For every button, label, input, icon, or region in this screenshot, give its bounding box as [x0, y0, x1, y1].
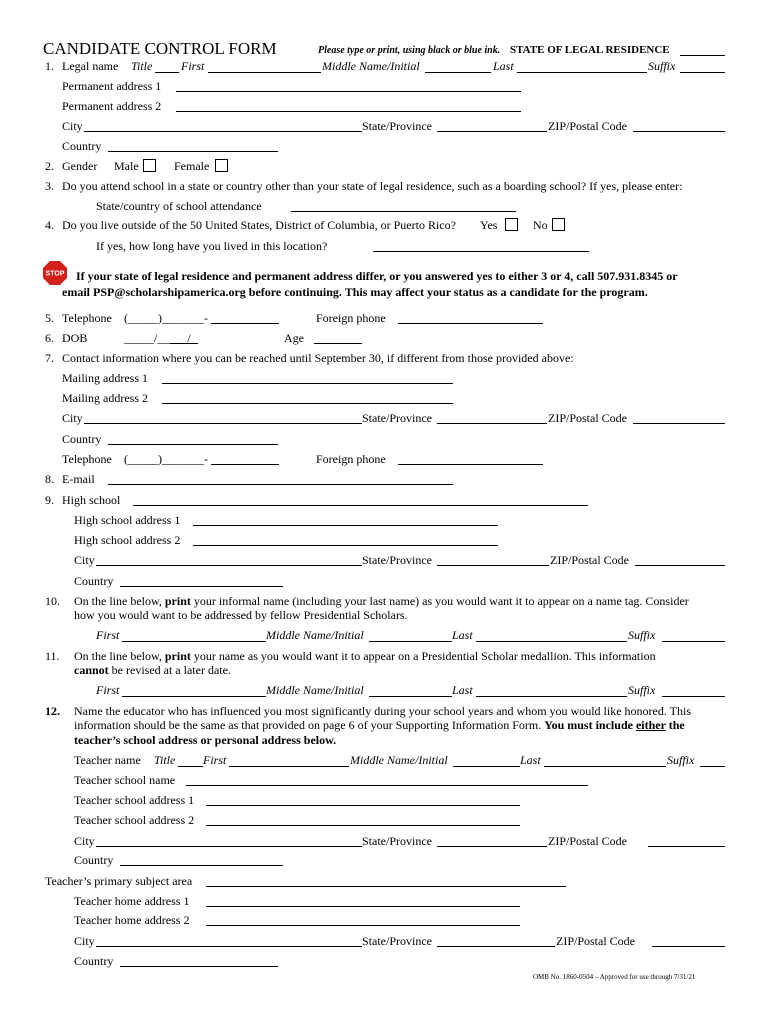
- foreign-phone-label: Foreign phone: [316, 311, 386, 325]
- duration-label: If yes, how long have you lived in this location?: [96, 239, 328, 253]
- teacher-school-address-1-field[interactable]: [206, 805, 520, 806]
- q10-text-line-1: [74, 594, 689, 608]
- teacher-name-label: Teacher name: [74, 753, 141, 767]
- teacher-home-state-label: State/Province: [362, 934, 432, 948]
- teacher-title-field[interactable]: [178, 766, 203, 767]
- teacher-school-country-field[interactable]: [120, 865, 283, 866]
- email-field[interactable]: [108, 484, 453, 485]
- teacher-middle-field[interactable]: [453, 766, 520, 767]
- mailing-city-field[interactable]: [84, 423, 362, 424]
- teacher-suffix-label: Suffix: [667, 753, 695, 767]
- middle-name-label: Middle Name/Initial: [322, 59, 420, 73]
- stop-notice-line-2: email PSP@scholarshipamerica.org before continuing. This may affect your status as a candidate for the program.: [62, 285, 648, 299]
- medallion-middle-label: Middle Name/Initial: [266, 683, 364, 697]
- teacher-school-address-2-field[interactable]: [206, 825, 520, 826]
- mailing-address-2-label: Mailing address 2: [62, 391, 148, 405]
- title-field[interactable]: [155, 72, 179, 73]
- mailing-address-2-field[interactable]: [162, 403, 453, 404]
- city-label: City: [62, 119, 83, 133]
- male-checkbox[interactable]: [143, 159, 156, 172]
- teacher-school-zip-label: ZIP/Postal Code: [548, 834, 628, 848]
- tag-first-field[interactable]: [122, 641, 266, 642]
- q2-number: 2.: [45, 159, 54, 173]
- hs-country-label: Country: [74, 574, 114, 588]
- last-name-label: Last: [493, 59, 514, 73]
- q11-text-line-2: [74, 663, 231, 677]
- city-field[interactable]: [84, 131, 362, 132]
- teacher-school-zip-field[interactable]: [648, 846, 725, 847]
- telephone-label: Telephone: [62, 311, 112, 325]
- male-label: Male: [114, 159, 139, 173]
- age-label: Age: [284, 331, 304, 345]
- foreign-phone-field[interactable]: [398, 323, 543, 324]
- q12-line2c: either: [635, 718, 666, 732]
- mailing-state-field[interactable]: [437, 423, 547, 424]
- teacher-first-field[interactable]: [229, 766, 349, 767]
- teacher-home-address-2-field[interactable]: [206, 925, 520, 926]
- hs-country-field[interactable]: [120, 586, 283, 587]
- high-school-label: High school: [62, 493, 121, 507]
- state-field[interactable]: [437, 131, 547, 132]
- hs-city-field[interactable]: [96, 565, 362, 566]
- state-of-residence-field[interactable]: [680, 55, 725, 56]
- q7-text: Contact information where you can be reached until September 30, if different from those provided above:: [62, 351, 574, 365]
- mailing-zip-label: ZIP/Postal Code: [548, 411, 628, 425]
- hs-zip-field[interactable]: [635, 565, 725, 566]
- teacher-last-field[interactable]: [544, 766, 666, 767]
- teacher-home-city-field[interactable]: [96, 946, 362, 947]
- state-of-residence-label: STATE OF LEGAL RESIDENCE: [510, 44, 670, 56]
- medallion-last-label: Last: [452, 683, 473, 697]
- school-attendance-label: State/country of school attendance: [96, 199, 262, 213]
- q11-number: 11.: [45, 649, 60, 663]
- q4-number: 4.: [45, 218, 54, 232]
- q11-text-line-1: [74, 649, 656, 663]
- hs-city-label: City: [74, 553, 95, 567]
- country-label: Country: [62, 139, 102, 153]
- q10-bold: print: [164, 594, 191, 608]
- high-school-address-2-label: High school address 2: [74, 533, 181, 547]
- tag-suffix-field[interactable]: [662, 641, 725, 642]
- dob-year-field[interactable]: [170, 343, 198, 344]
- yes-checkbox[interactable]: [505, 218, 518, 231]
- tag-last-field[interactable]: [476, 641, 627, 642]
- stop-notice-line-1: If your state of legal residence and permanent address differ, or you answered yes to either 3 or 4, call 507.931.8345 or: [76, 269, 678, 283]
- middle-name-field[interactable]: [425, 72, 491, 73]
- mailing-address-1-label: Mailing address 1: [62, 371, 148, 385]
- high-school-address-2-field[interactable]: [193, 545, 498, 546]
- suffix-field[interactable]: [680, 72, 725, 73]
- teacher-middle-label: Middle Name/Initial: [350, 753, 448, 767]
- mailing-telephone-area-field[interactable]: (_____)_______-: [124, 452, 208, 466]
- medallion-suffix-field[interactable]: [662, 696, 725, 697]
- omb-notice: OMB No. 1860-0504 – Approved for use through 7/31/21: [533, 973, 696, 981]
- teacher-home-country-label: Country: [74, 954, 114, 968]
- dob-label: DOB: [62, 331, 88, 345]
- hs-state-field[interactable]: [437, 565, 549, 566]
- zip-label: ZIP/Postal Code: [548, 119, 628, 133]
- q12-line2a: information should be the same as that provided on page 6 of your Supporting Information Form.: [74, 718, 545, 732]
- female-label: Female: [174, 159, 210, 173]
- school-attendance-field[interactable]: [291, 211, 516, 212]
- mailing-country-label: Country: [62, 432, 102, 446]
- tag-middle-label: Middle Name/Initial: [266, 628, 364, 642]
- teacher-home-state-field[interactable]: [437, 946, 555, 947]
- first-name-field[interactable]: [208, 72, 321, 73]
- teacher-title-label: Title: [154, 753, 176, 767]
- q12-text-line-3: teacher’s school address or personal address below.: [74, 733, 337, 747]
- teacher-school-name-field[interactable]: [186, 785, 588, 786]
- q10-text-line-2: how you would want to be addressed by fellow Presidential Scholars.: [74, 608, 408, 622]
- permanent-address-2-label: Permanent address 2: [62, 99, 162, 113]
- mailing-foreign-phone-field[interactable]: [398, 464, 543, 465]
- teacher-suffix-field[interactable]: [700, 766, 725, 767]
- high-school-field[interactable]: [133, 505, 588, 506]
- teacher-school-state-field[interactable]: [437, 846, 547, 847]
- first-name-label: First: [181, 59, 205, 73]
- tag-last-label: Last: [452, 628, 473, 642]
- teacher-home-country-field[interactable]: [120, 966, 278, 967]
- medallion-first-label: First: [96, 683, 120, 697]
- ink-instructions: Please type or print, using black or blue ink.: [318, 45, 501, 56]
- medallion-suffix-label: Suffix: [628, 683, 656, 697]
- hs-zip-label: ZIP/Postal Code: [550, 553, 630, 567]
- mailing-foreign-phone-label: Foreign phone: [316, 452, 386, 466]
- email-label: E-mail: [62, 472, 95, 486]
- zip-field[interactable]: [633, 131, 725, 132]
- teacher-school-address-1-label: Teacher school address 1: [74, 793, 195, 807]
- permanent-address-1-field[interactable]: [176, 91, 521, 92]
- age-field[interactable]: [314, 343, 362, 344]
- high-school-address-1-field[interactable]: [193, 525, 498, 526]
- q12-line2b: You must include: [544, 718, 636, 732]
- q5-number: 5.: [45, 311, 54, 325]
- legal-name-label: Legal name: [62, 59, 119, 73]
- teacher-first-label: First: [203, 753, 227, 767]
- q10-post: your informal name (including your last name) as you would want it to appear on a name tag. Consider: [190, 594, 689, 608]
- q12-line2d: the: [665, 718, 685, 732]
- q4-text: Do you live outside of the 50 United States, District of Columbia, or Puerto Rico?: [62, 218, 456, 232]
- no-checkbox[interactable]: [552, 218, 565, 231]
- tag-middle-field[interactable]: [369, 641, 452, 642]
- mailing-city-label: City: [62, 411, 83, 425]
- teacher-school-country-label: Country: [74, 853, 114, 867]
- q1-number: 1.: [45, 59, 54, 73]
- teacher-school-address-2-label: Teacher school address 2: [74, 813, 195, 827]
- q3-number: 3.: [45, 179, 54, 193]
- teacher-home-zip-label: ZIP/Postal Code: [556, 934, 636, 948]
- dob-month-day-field[interactable]: _____/_____/: [124, 331, 191, 345]
- q9-number: 9.: [45, 493, 54, 507]
- high-school-address-1-label: High school address 1: [74, 513, 181, 527]
- stop-sign-icon: [43, 261, 67, 285]
- q11-post-2: be revised at a later date.: [108, 663, 231, 677]
- tag-suffix-label: Suffix: [628, 628, 656, 642]
- q11-pre: On the line below,: [74, 649, 165, 663]
- title-label: Title: [131, 59, 153, 73]
- q11-post: your name as you would want it to appear on a Presidential Scholar medallion. This information: [190, 649, 656, 663]
- permanent-address-2-field[interactable]: [176, 111, 521, 112]
- last-name-field[interactable]: [517, 72, 647, 73]
- duration-field[interactable]: [373, 251, 589, 252]
- medallion-last-field[interactable]: [476, 696, 627, 697]
- q6-number: 6.: [45, 331, 54, 345]
- tag-first-label: First: [96, 628, 120, 642]
- q8-number: 8.: [45, 472, 54, 486]
- mailing-state-label: State/Province: [362, 411, 432, 425]
- q12-text-line-2: [74, 718, 685, 732]
- teacher-school-city-label: City: [74, 834, 95, 848]
- mailing-telephone-number-field[interactable]: [211, 464, 279, 465]
- permanent-address-1-label: Permanent address 1: [62, 79, 162, 93]
- telephone-area-field[interactable]: (_____)_______-: [124, 311, 208, 325]
- gender-label: Gender: [62, 159, 98, 173]
- q10-pre: On the line below,: [74, 594, 165, 608]
- q10-number: 10.: [45, 594, 60, 608]
- mailing-telephone-label: Telephone: [62, 452, 112, 466]
- state-label: State/Province: [362, 119, 432, 133]
- country-field[interactable]: [108, 151, 278, 152]
- mailing-address-1-field[interactable]: [162, 383, 453, 384]
- teacher-home-zip-field[interactable]: [652, 946, 725, 947]
- mailing-country-field[interactable]: [108, 444, 278, 445]
- yes-label: Yes: [480, 218, 498, 232]
- teacher-last-label: Last: [520, 753, 541, 767]
- q3-text: Do you attend school in a state or country other than your state of legal residence, such as a boarding school? If yes, please enter:: [62, 179, 683, 193]
- teacher-home-city-label: City: [74, 934, 95, 948]
- mailing-zip-field[interactable]: [633, 423, 725, 424]
- form-title: CANDIDATE CONTROL FORM: [43, 39, 277, 58]
- teacher-home-address-1-field[interactable]: [206, 906, 520, 907]
- teacher-school-name-label: Teacher school name: [74, 773, 176, 787]
- q12-text-line-1: Name the educator who has influenced you most significantly during your school years and whom you would like honored. This: [74, 704, 691, 718]
- teacher-school-city-field[interactable]: [96, 846, 362, 847]
- teacher-school-state-label: State/Province: [362, 834, 432, 848]
- q11-bold-2: cannot: [74, 663, 109, 677]
- medallion-middle-field[interactable]: [369, 696, 452, 697]
- teacher-subject-label: Teacher’s primary subject area: [45, 874, 193, 888]
- q11-bold: print: [164, 649, 191, 663]
- telephone-number-field[interactable]: [211, 323, 279, 324]
- medallion-first-field[interactable]: [122, 696, 266, 697]
- stop-sign-text: STOP: [45, 270, 65, 278]
- hs-state-label: State/Province: [362, 553, 432, 567]
- teacher-subject-field[interactable]: [206, 886, 566, 887]
- teacher-home-address-2-label: Teacher home address 2: [74, 913, 190, 927]
- q7-number: 7.: [45, 351, 54, 365]
- q12-number: 12.: [45, 704, 60, 718]
- no-label: No: [533, 218, 548, 232]
- female-checkbox[interactable]: [215, 159, 228, 172]
- teacher-home-address-1-label: Teacher home address 1: [74, 894, 190, 908]
- suffix-label: Suffix: [648, 59, 676, 73]
